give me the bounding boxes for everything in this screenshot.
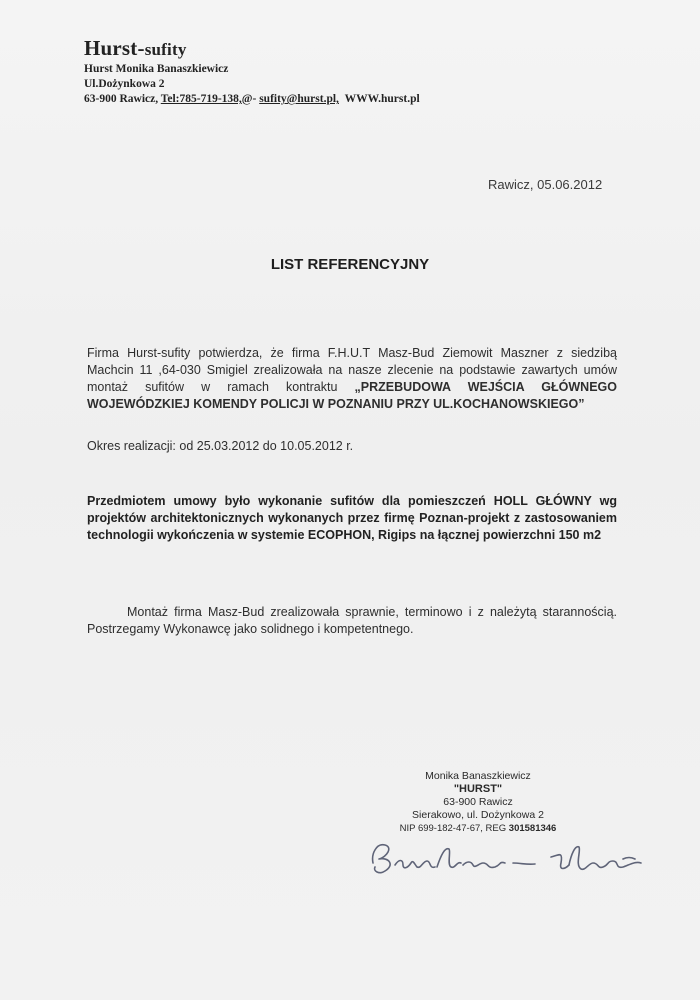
brand-main: Hurst-: [84, 36, 145, 60]
letter-date: Rawicz, 05.06.2012: [488, 177, 603, 192]
paragraph-confirmation-text: Firma Hurst-sufity potwierdza, że firma F.H.U.T Masz-Bud Ziemowit Maszner z siedzibą Machcin 11 ,64-030 Smigiel zrealizowała na nasze zlecenie na podstawie zawartych umów montaż sufitów w ramach kontraktu: [87, 346, 617, 394]
stamp-name: Monika Banaszkiewicz: [425, 770, 531, 782]
phone-link[interactable]: Tel:785-719-138,: [160, 93, 242, 105]
city: 63-900 Rawicz,: [84, 93, 159, 105]
paragraph-period: Okres realizacji: od 25.03.2012 do 10.05.2012 r.: [87, 439, 354, 453]
website-link[interactable]: WWW.hurst.pl: [344, 93, 420, 105]
handwritten-signature: [365, 835, 655, 885]
owner-name: Hurst Monika Banaszkiewicz: [84, 63, 229, 75]
stamp-postal: 63-900 Rawicz: [443, 796, 513, 808]
contract-name: „PRZEBUDOWA WEJŚCIA GŁÓWNEGO WOJEWÓDZKIEJ KOMENDY POLICJI W POZNANIU PRZY UL.KOCHANOWSKIEGO”: [87, 380, 617, 411]
company-stamp: [398, 770, 558, 835]
letterhead: [84, 36, 420, 107]
company-logo: [84, 36, 420, 62]
brand-suffix: sufity: [144, 40, 187, 59]
paragraph-assessment: Montaż firma Masz-Bud zrealizowała sprawnie, terminowo i z należytą starannością. Postrzegamy Wykonawcę jako solidnego i kompetentnego.: [87, 605, 617, 636]
street-address: Ul.Dożynkowa 2: [84, 78, 165, 90]
stamp-reg: 301581346: [508, 823, 557, 834]
letter-title: LIST REFERENCYJNY: [270, 256, 430, 273]
paragraph-scope: Przedmiotem umowy było wykonanie sufitów dla pomieszczeń HOLL GŁÓWNY wg projektów architektonicznych wykonanych przez firmę Poznan-projekt z zastosowaniem technologii wykończenia w systemie ECOPHON, Rigips na łącznej powierzchni 150 m2: [87, 494, 617, 542]
email-link[interactable]: sufity@hurst.pl,: [259, 93, 339, 105]
stamp-nip: NIP 699-182-47-67, REG: [399, 823, 507, 834]
contact-line: [84, 92, 420, 107]
stamp-address: Sierakowo, ul. Dożynkowa 2: [412, 809, 544, 821]
paragraph-confirmation: [87, 345, 617, 413]
email-prefix: @-: [241, 93, 257, 105]
stamp-firm: "HURST": [453, 783, 503, 795]
stamp-nip-line: [398, 822, 558, 835]
